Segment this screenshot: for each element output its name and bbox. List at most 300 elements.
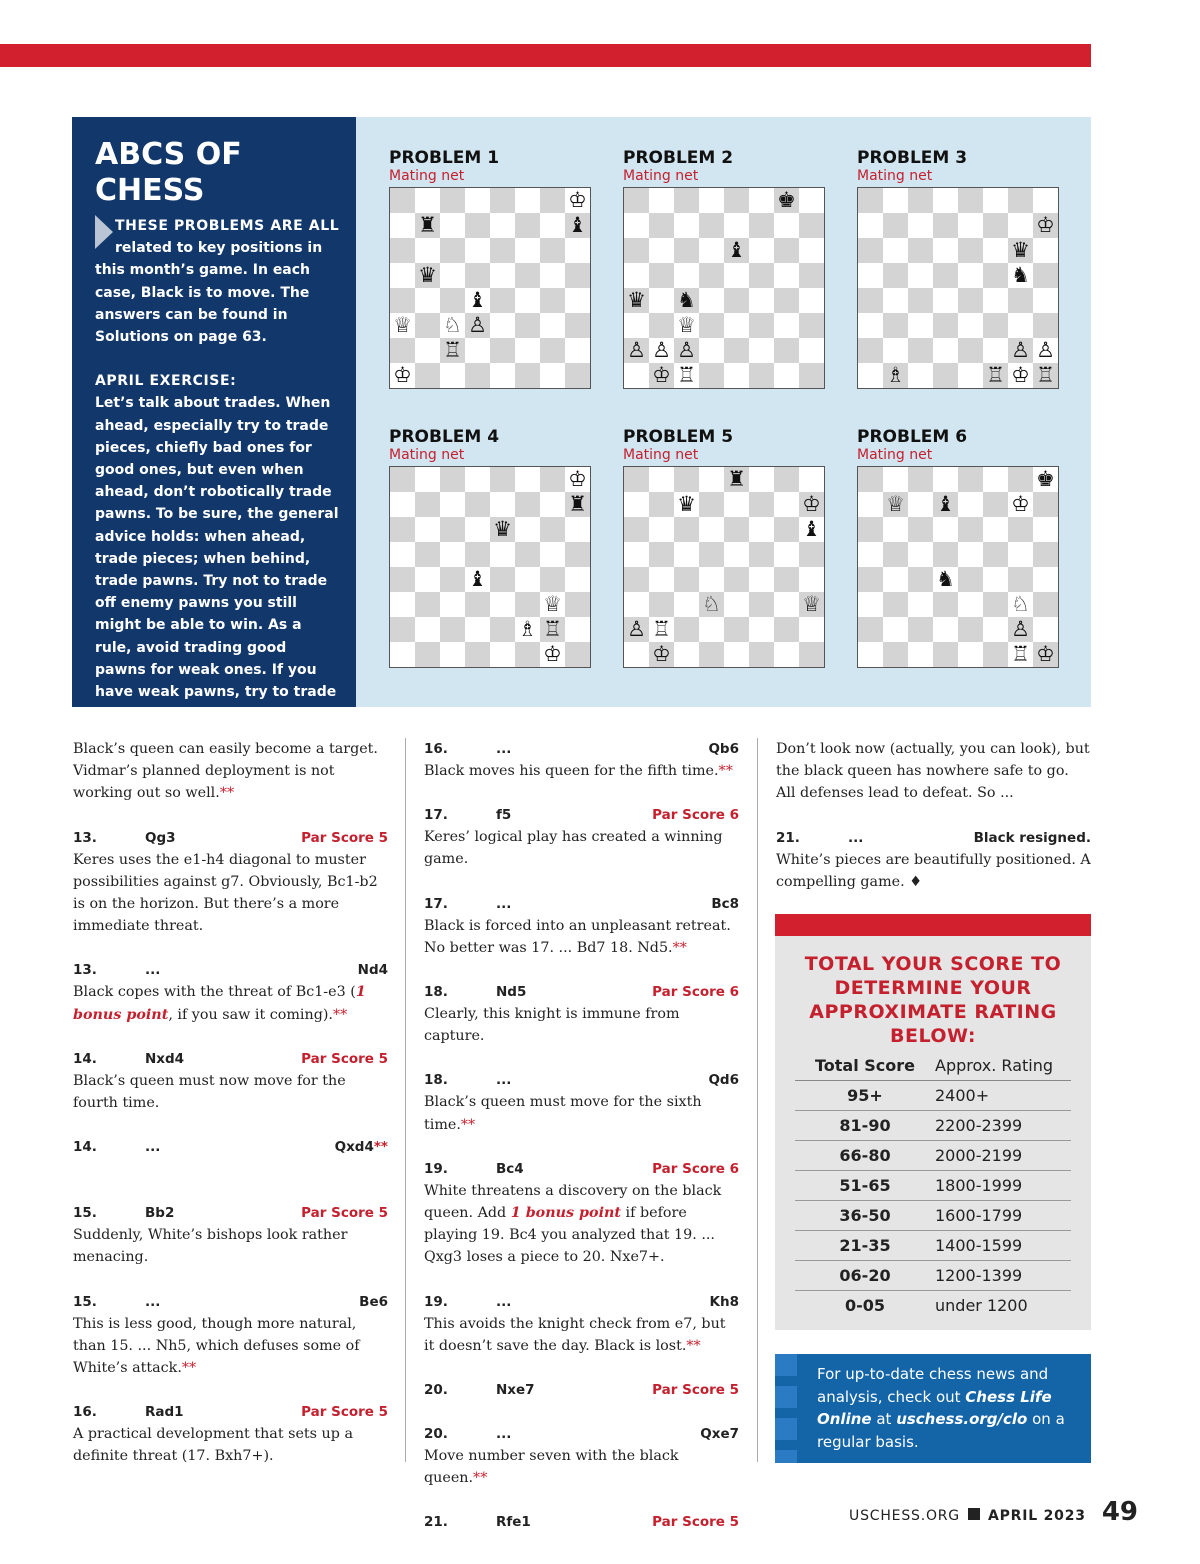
board-square [415, 288, 440, 313]
chess-piece-c2: ♙ [674, 338, 699, 363]
annotation-mark: ** [686, 1337, 701, 1354]
board-square [674, 263, 699, 288]
problem-6 [857, 427, 1059, 668]
chess-piece-e6: ♛ [490, 517, 515, 542]
board-square [515, 592, 540, 617]
board-square [565, 238, 590, 263]
april-exercise [95, 370, 340, 747]
board-square [724, 363, 749, 388]
board-square [933, 617, 958, 642]
score-range: 95+ [795, 1080, 935, 1110]
move-line [424, 738, 739, 760]
board-square [674, 542, 699, 567]
chessboard [857, 187, 1059, 389]
board-square [540, 567, 565, 592]
problem-1 [389, 148, 591, 389]
board-square [983, 238, 1008, 263]
chess-piece-b5: ♛ [415, 263, 440, 288]
board-square [883, 467, 908, 492]
board-square [699, 263, 724, 288]
par-score: Par Score 6 [652, 1160, 739, 1177]
board-square [749, 238, 774, 263]
board-square [933, 263, 958, 288]
problems-panel [356, 117, 1091, 707]
footer-month: APRIL 2023 [987, 1508, 1086, 1524]
move-number: 18. [424, 984, 448, 1001]
chess-piece-a2: ♙ [624, 338, 649, 363]
board-square [908, 213, 933, 238]
info-text: on a regular basis. [817, 1410, 1065, 1451]
board-square [908, 313, 933, 338]
board-square [799, 188, 824, 213]
board-square [390, 263, 415, 288]
board-square [774, 542, 799, 567]
move-number: 17. [424, 807, 448, 824]
commentary-text: Black copes with the threat of Bc1-e3 (1 bonus point, if you saw it coming).** [73, 984, 366, 1023]
board-square [649, 567, 674, 592]
board-square [858, 492, 883, 517]
move-line [424, 1379, 739, 1401]
chess-life-online-link[interactable]: Chess Life Online [817, 1387, 1052, 1428]
board-square [724, 517, 749, 542]
board-square [699, 542, 724, 567]
square-bullet-icon [968, 1508, 980, 1520]
board-square [799, 642, 824, 667]
board-square [1008, 517, 1033, 542]
move-notation: ... [145, 962, 161, 979]
board-square [390, 567, 415, 592]
chess-piece-b7: ♕ [883, 492, 908, 517]
board-square [858, 467, 883, 492]
annotation-mark: ** [332, 1006, 348, 1023]
annotation-mark: ** [219, 785, 235, 802]
board-square [565, 263, 590, 288]
board-square [724, 492, 749, 517]
board-square [515, 492, 540, 517]
chess-piece-g2: ♙ [1008, 338, 1033, 363]
board-square [983, 467, 1008, 492]
move-notation: ... [145, 1293, 161, 1310]
board-square [933, 213, 958, 238]
problem-title: PROBLEM 4 [389, 427, 500, 447]
problem-subtitle: Mating net [857, 168, 933, 184]
board-square [883, 213, 908, 238]
chess-piece-g5: ♞ [1008, 263, 1033, 288]
chessboard [857, 466, 1059, 668]
problem-title: PROBLEM 5 [623, 427, 734, 447]
board-square [490, 238, 515, 263]
col-header-score: Total Score [795, 1052, 935, 1080]
board-square [415, 313, 440, 338]
board-square [515, 263, 540, 288]
board-square [390, 542, 415, 567]
board-square [540, 213, 565, 238]
board-square [390, 288, 415, 313]
board-square [440, 492, 465, 517]
chess-piece-d4: ♝ [465, 288, 490, 313]
chess-piece-c2: ♖ [440, 338, 465, 363]
board-square [440, 188, 465, 213]
board-square [699, 467, 724, 492]
board-square [908, 617, 933, 642]
rating-range: 2200-2399 [935, 1110, 1071, 1140]
board-square [624, 567, 649, 592]
move-line [424, 1158, 739, 1180]
board-square [958, 263, 983, 288]
board-square [699, 517, 724, 542]
board-square [415, 188, 440, 213]
page-number: 49 [1101, 1497, 1138, 1527]
abcs-title: ABCS OF CHESS [95, 137, 242, 208]
board-square [749, 363, 774, 388]
problem-title: PROBLEM 6 [857, 427, 968, 447]
board-square [490, 363, 515, 388]
move-number: 20. [424, 1426, 448, 1443]
chess-piece-g1: ♖ [1008, 642, 1033, 667]
board-square [624, 213, 649, 238]
abcs-box [72, 117, 356, 745]
board-square [415, 567, 440, 592]
column-divider [757, 738, 758, 1462]
board-square [983, 213, 1008, 238]
exercise-heading: APRIL EXERCISE: [95, 373, 237, 390]
chessboard [623, 187, 825, 389]
article-column-3 [776, 738, 1091, 915]
board-square [565, 338, 590, 363]
board-square [699, 363, 724, 388]
commentary-text: Suddenly, White’s bishops look rather menacing. [73, 1227, 348, 1266]
chess-piece-c7: ♛ [674, 492, 699, 517]
board-square [624, 263, 649, 288]
move-line [73, 1202, 388, 1224]
black-move: Nd4 [357, 962, 388, 979]
board-square [933, 517, 958, 542]
board-square [983, 263, 1008, 288]
rating-row [795, 1110, 1071, 1140]
board-square [799, 338, 824, 363]
move-line [73, 1136, 388, 1158]
board-square [699, 313, 724, 338]
move-number: 18. [424, 1072, 448, 1089]
board-square [490, 492, 515, 517]
annotation-mark: ** [373, 1139, 388, 1156]
problem-title: PROBLEM 1 [389, 148, 500, 168]
board-square [649, 313, 674, 338]
board-square [440, 363, 465, 388]
board-square [565, 288, 590, 313]
board-square [883, 592, 908, 617]
board-square [908, 492, 933, 517]
chess-piece-a1: ♔ [390, 363, 415, 388]
chessboard [389, 466, 591, 668]
par-score: Par Score 5 [301, 1404, 388, 1421]
board-square [390, 617, 415, 642]
uschess-clo-link[interactable]: uschess.org/clo [896, 1410, 1028, 1428]
board-square [774, 263, 799, 288]
board-square [983, 517, 1008, 542]
board-square [908, 642, 933, 667]
board-square [774, 642, 799, 667]
move-notation: ... [496, 1293, 512, 1310]
rating-range: 2400+ [935, 1080, 1071, 1110]
move-notation: ... [145, 1139, 161, 1156]
board-square [983, 492, 1008, 517]
chess-piece-g7: ♔ [1008, 492, 1033, 517]
commentary-text: Black’s queen must move for the sixth time.** [424, 1094, 702, 1133]
commentary-text: Keres uses the e1-h4 diagonal to muster possibilities against g7. Obviously, Bc1-b2 is on the horizon. But there’s a more immediate threat. [73, 851, 378, 935]
chess-piece-b1: ♔ [649, 363, 674, 388]
chess-piece-f2: ♗ [515, 617, 540, 642]
board-square [858, 542, 883, 567]
par-score: Par Score 5 [652, 1514, 739, 1531]
chess-piece-e6: ♝ [724, 238, 749, 263]
board-square [440, 288, 465, 313]
board-square [649, 492, 674, 517]
black-move: Bc8 [711, 895, 739, 912]
board-square [908, 263, 933, 288]
problem-3 [857, 148, 1059, 389]
chess-piece-b2: ♖ [649, 617, 674, 642]
board-square [699, 288, 724, 313]
board-square [390, 467, 415, 492]
board-square [540, 263, 565, 288]
problem-subtitle: Mating net [389, 168, 465, 184]
board-square [933, 363, 958, 388]
rating-range: 1200-1399 [935, 1260, 1071, 1290]
play-arrow-icon [95, 215, 113, 249]
board-square [774, 567, 799, 592]
move-notation: Nxd4 [145, 1050, 185, 1067]
board-square [415, 338, 440, 363]
chess-piece-a4: ♛ [624, 288, 649, 313]
board-square [415, 238, 440, 263]
score-range: 0-05 [844, 1295, 886, 1315]
board-square [749, 617, 774, 642]
board-square [649, 188, 674, 213]
chess-piece-g1: ♔ [1008, 363, 1033, 388]
info-text: at [871, 1410, 897, 1428]
board-square [724, 592, 749, 617]
board-square [540, 188, 565, 213]
black-move: Qb6 [708, 741, 739, 757]
board-square [1033, 542, 1058, 567]
board-square [649, 238, 674, 263]
board-square [415, 517, 440, 542]
chess-piece-h8: ♚ [1033, 467, 1058, 492]
chess-piece-g3: ♕ [540, 592, 565, 617]
move-notation: ... [496, 1072, 512, 1089]
info-stripe [775, 1354, 797, 1463]
board-square [958, 617, 983, 642]
move-line [73, 959, 388, 981]
board-square [983, 567, 1008, 592]
black-move: Be6 [359, 1293, 388, 1310]
board-square [1008, 313, 1033, 338]
move-number: 14. [73, 1050, 97, 1067]
chess-piece-c1: ♖ [674, 363, 699, 388]
board-square [1033, 238, 1058, 263]
chess-piece-d4: ♞ [933, 567, 958, 592]
rating-range: 1400-1599 [935, 1230, 1071, 1260]
board-square [724, 263, 749, 288]
move-number: 20. [424, 1382, 448, 1399]
board-square [858, 213, 883, 238]
move-notation: Rfe1 [496, 1514, 531, 1531]
score-range: 66-80 [795, 1140, 935, 1170]
board-square [883, 517, 908, 542]
rating-range: 2000-2199 [935, 1140, 1071, 1170]
annotation-mark: ** [460, 1116, 476, 1133]
black-move: Qd6 [708, 1072, 739, 1089]
board-square [749, 313, 774, 338]
board-square [1008, 188, 1033, 213]
board-square [624, 238, 649, 263]
board-square [515, 542, 540, 567]
board-square [908, 467, 933, 492]
move-line [424, 981, 739, 1003]
par-score: Par Score 5 [652, 1382, 739, 1399]
board-square [465, 363, 490, 388]
black-move: Qxe7 [700, 1426, 739, 1443]
rating-row [795, 1260, 1071, 1290]
board-square [1008, 288, 1033, 313]
board-square [440, 517, 465, 542]
par-score: Par Score 5 [301, 1205, 388, 1222]
score-heading: TOTAL YOUR SCORE TO DETERMINE YOUR APPROXIMATE RATING BELOW: [804, 953, 1062, 1047]
chess-piece-d3: ♘ [699, 592, 724, 617]
board-square [440, 213, 465, 238]
footer-site: USCHESS.ORG [849, 1508, 960, 1524]
board-square [908, 288, 933, 313]
move-line [73, 1291, 388, 1313]
board-square [440, 542, 465, 567]
move-notation: ... [496, 895, 512, 912]
board-square [908, 363, 933, 388]
commentary-text: This avoids the knight check from e7, but it doesn’t save the day. Black is lost.** [424, 1315, 726, 1354]
board-square [490, 542, 515, 567]
board-square [624, 467, 649, 492]
board-square [649, 592, 674, 617]
board-square [749, 288, 774, 313]
board-square [390, 642, 415, 667]
rating-row [795, 1290, 1071, 1320]
board-square [933, 288, 958, 313]
board-square [1008, 467, 1033, 492]
move-number: 14. [73, 1139, 97, 1156]
board-square [465, 642, 490, 667]
board-square [883, 313, 908, 338]
board-square [724, 567, 749, 592]
board-square [933, 188, 958, 213]
commentary-text: Move number seven with the black queen.** [424, 1448, 679, 1487]
board-square [1033, 492, 1058, 517]
board-square [724, 288, 749, 313]
bonus-point: 1 bonus point [73, 984, 366, 1023]
board-square [649, 213, 674, 238]
board-square [883, 567, 908, 592]
par-score: Par Score 5 [301, 829, 388, 846]
board-square [490, 338, 515, 363]
top-red-bar [0, 44, 1091, 67]
board-square [774, 467, 799, 492]
board-square [540, 492, 565, 517]
board-square [958, 288, 983, 313]
board-square [724, 338, 749, 363]
chess-piece-h7: ♔ [799, 492, 824, 517]
board-square [933, 467, 958, 492]
board-square [983, 542, 1008, 567]
board-square [674, 642, 699, 667]
board-square [490, 617, 515, 642]
board-square [883, 263, 908, 288]
move-line [424, 804, 739, 826]
board-square [958, 567, 983, 592]
abcs-intro-lead: THESE PROBLEMS ARE ALL [115, 218, 340, 234]
commentary-text: Black’s queen must now move for the fourth time. [73, 1072, 346, 1112]
board-square [1033, 567, 1058, 592]
board-square [624, 517, 649, 542]
page-footer [849, 1497, 1138, 1527]
board-square [958, 592, 983, 617]
chess-piece-c3: ♘ [440, 313, 465, 338]
board-square [749, 592, 774, 617]
board-square [958, 467, 983, 492]
board-square [415, 642, 440, 667]
board-square [465, 213, 490, 238]
board-square [774, 617, 799, 642]
board-square [983, 338, 1008, 363]
board-square [490, 467, 515, 492]
board-square [649, 467, 674, 492]
board-square [858, 642, 883, 667]
par-score: Par Score 6 [652, 984, 739, 1001]
commentary-text: Black is forced into an unpleasant retreat. No better was 17. ... Bd7 18. Nd5.** [424, 917, 731, 956]
board-square [774, 492, 799, 517]
chess-piece-d7: ♝ [933, 492, 958, 517]
score-range: 21-35 [795, 1230, 935, 1260]
chess-piece-b1: ♗ [883, 363, 908, 388]
board-square [933, 238, 958, 263]
chess-piece-h7: ♝ [565, 213, 590, 238]
board-square [1008, 542, 1033, 567]
board-square [415, 542, 440, 567]
board-square [440, 642, 465, 667]
board-square [799, 363, 824, 388]
board-square [1008, 213, 1033, 238]
board-square [674, 467, 699, 492]
board-square [724, 542, 749, 567]
board-square [674, 617, 699, 642]
chess-piece-a3: ♕ [390, 313, 415, 338]
move-notation: Qg3 [145, 829, 176, 846]
board-square [390, 592, 415, 617]
board-square [958, 238, 983, 263]
rating-row [795, 1170, 1071, 1200]
board-square [749, 517, 774, 542]
board-square [540, 467, 565, 492]
board-square [958, 363, 983, 388]
board-square [858, 263, 883, 288]
board-square [465, 467, 490, 492]
board-square [774, 288, 799, 313]
board-square [799, 213, 824, 238]
board-square [674, 213, 699, 238]
move-notation: Nxe7 [496, 1382, 535, 1399]
board-square [674, 592, 699, 617]
board-square [465, 617, 490, 642]
board-square [774, 213, 799, 238]
article-column-2 [424, 738, 739, 1555]
